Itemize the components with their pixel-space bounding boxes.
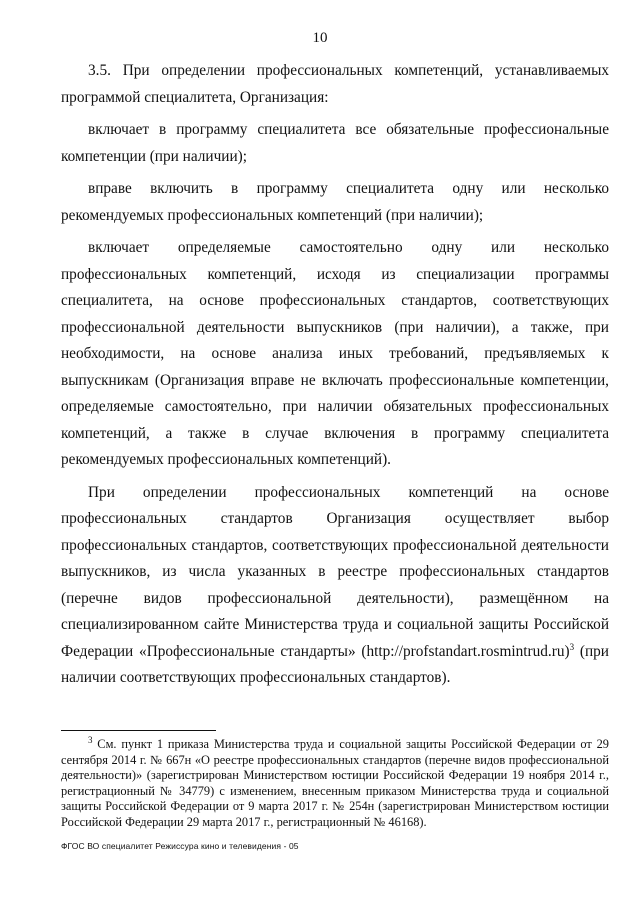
footnote	[61, 734, 609, 831]
footnote-reference: 3	[569, 641, 575, 652]
document-footer: ФГОС ВО специалитет Режиссура кино и телевидения - 05	[61, 841, 299, 851]
paragraph-professional-standards-tail: (при наличии соответствующих профессиональных стандартов).	[61, 642, 609, 686]
paragraph-mandatory-competences: включает в программу специалитета все обязательные профессиональные компетенции (при наличии);	[61, 121, 609, 165]
main-text	[61, 58, 609, 692]
paragraph-professional-standards-text: При определении профессиональных компетенций на основе профессиональных стандартов Организация осуществляет выбор профессиональных стандартов, соответствующих профессиональной деятельности выпускников, из числа указанных в реестре профессиональных стандартов (перечне видов профессиональной деятельности), размещённом на специализированном сайте Министерства труда и социальной защиты Российской Федерации «Профессиональные стандарты» (http://profstandart.rosmintrud.ru)	[61, 483, 609, 660]
paragraph-professional-standards	[61, 480, 609, 692]
paragraph-3-5-intro: 3.5. При определении профессиональных компетенций, устанавливаемых программой специалитета, Организация:	[61, 62, 609, 106]
footnote-text: См. пункт 1 приказа Министерства труда и социальной защиты Российской Федерации от 29 сентября 2014 г. № 667н «О реестре профессиональных стандартов (перечне видов профессиональной деятельности)» (зарегистрирован Министерством юстиции Российской Федерации 19 ноября 2014 г., регистрационный № 34779) с изменением, внесенным приказом Министерства труда и социальной защиты Российской Федерации от 9 марта 2017 г. № 254н (зарегистрирован Министерством юстиции Российской Федерации 29 марта 2017 г., регистрационный № 46168).	[61, 737, 609, 829]
footnote-marker: 3	[88, 734, 93, 745]
paragraph-own-competences: включает определяемые самостоятельно одну или несколько профессиональных компетенций, исходя из специализации программы специалитета, на основе профессиональных стандартов, соответствующих профессиональной деятельности выпускников (при наличии), а также, при необходимости, на основе анализа иных требований, предъявляемых к выпускникам (Организация вправе не включать профессиональные компетенции, определяемые самостоятельно, при наличии обязательных профессиональных компетенций, а также в случае включения в программу специалитета рекомендуемых профессиональных компетенций).	[61, 239, 609, 468]
page-number: 10	[312, 30, 328, 46]
paragraph-recommended-competences: вправе включить в программу специалитета одну или несколько рекомендуемых профессиональных компетенций (при наличии);	[61, 180, 609, 224]
footnote-separator	[61, 730, 216, 731]
